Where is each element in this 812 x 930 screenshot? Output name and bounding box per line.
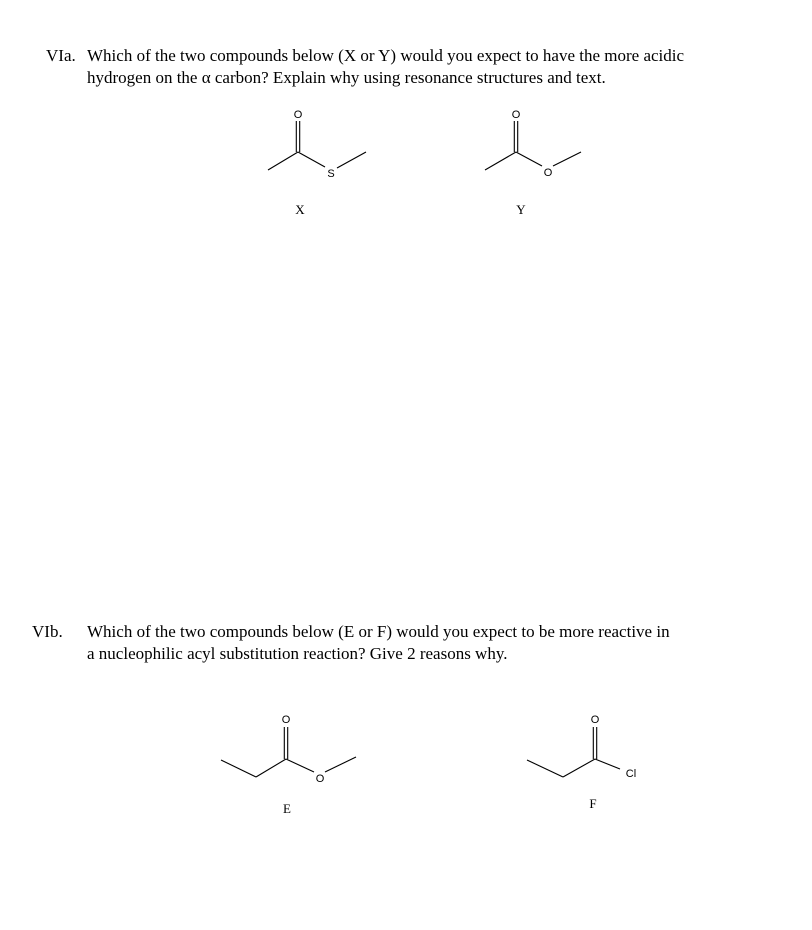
question-a-line-2: hydrogen on the α carbon? Explain why using resonance structures and text.: [87, 68, 606, 87]
sulfur-atom: S: [327, 168, 335, 180]
carbonyl-oxygen-atom: O: [511, 109, 521, 121]
bond-ethyl-1: [527, 760, 563, 777]
carbonyl-oxygen-atom: O: [590, 714, 600, 726]
question-b-line-2: a nucleophilic acyl substitution reaction? Give 2 reasons why.: [87, 644, 508, 663]
bond-ethyl-2: [563, 759, 595, 777]
compound-f-label: F: [589, 796, 597, 811]
bond-c-cl: [595, 759, 620, 769]
carbonyl-oxygen-atom: O: [293, 109, 303, 121]
ester-oxygen-atom: O: [543, 167, 553, 179]
compound-x-label: X: [295, 202, 305, 217]
compound-e-label: E: [283, 801, 291, 816]
question-b-number: VIb.: [32, 622, 63, 641]
compound-y-label: Y: [516, 202, 526, 217]
ester-oxygen-atom: O: [315, 773, 325, 785]
question-a-line-1: Which of the two compounds below (X or Y) would you expect to have the more acidic: [87, 46, 685, 65]
carbonyl-oxygen-atom: O: [281, 714, 291, 726]
chlorine-atom: Cl: [625, 768, 637, 780]
question-a-number: VIa.: [46, 46, 76, 65]
question-b-line-1: Which of the two compounds below (E or F) would you expect to be more reactive in: [87, 622, 670, 641]
